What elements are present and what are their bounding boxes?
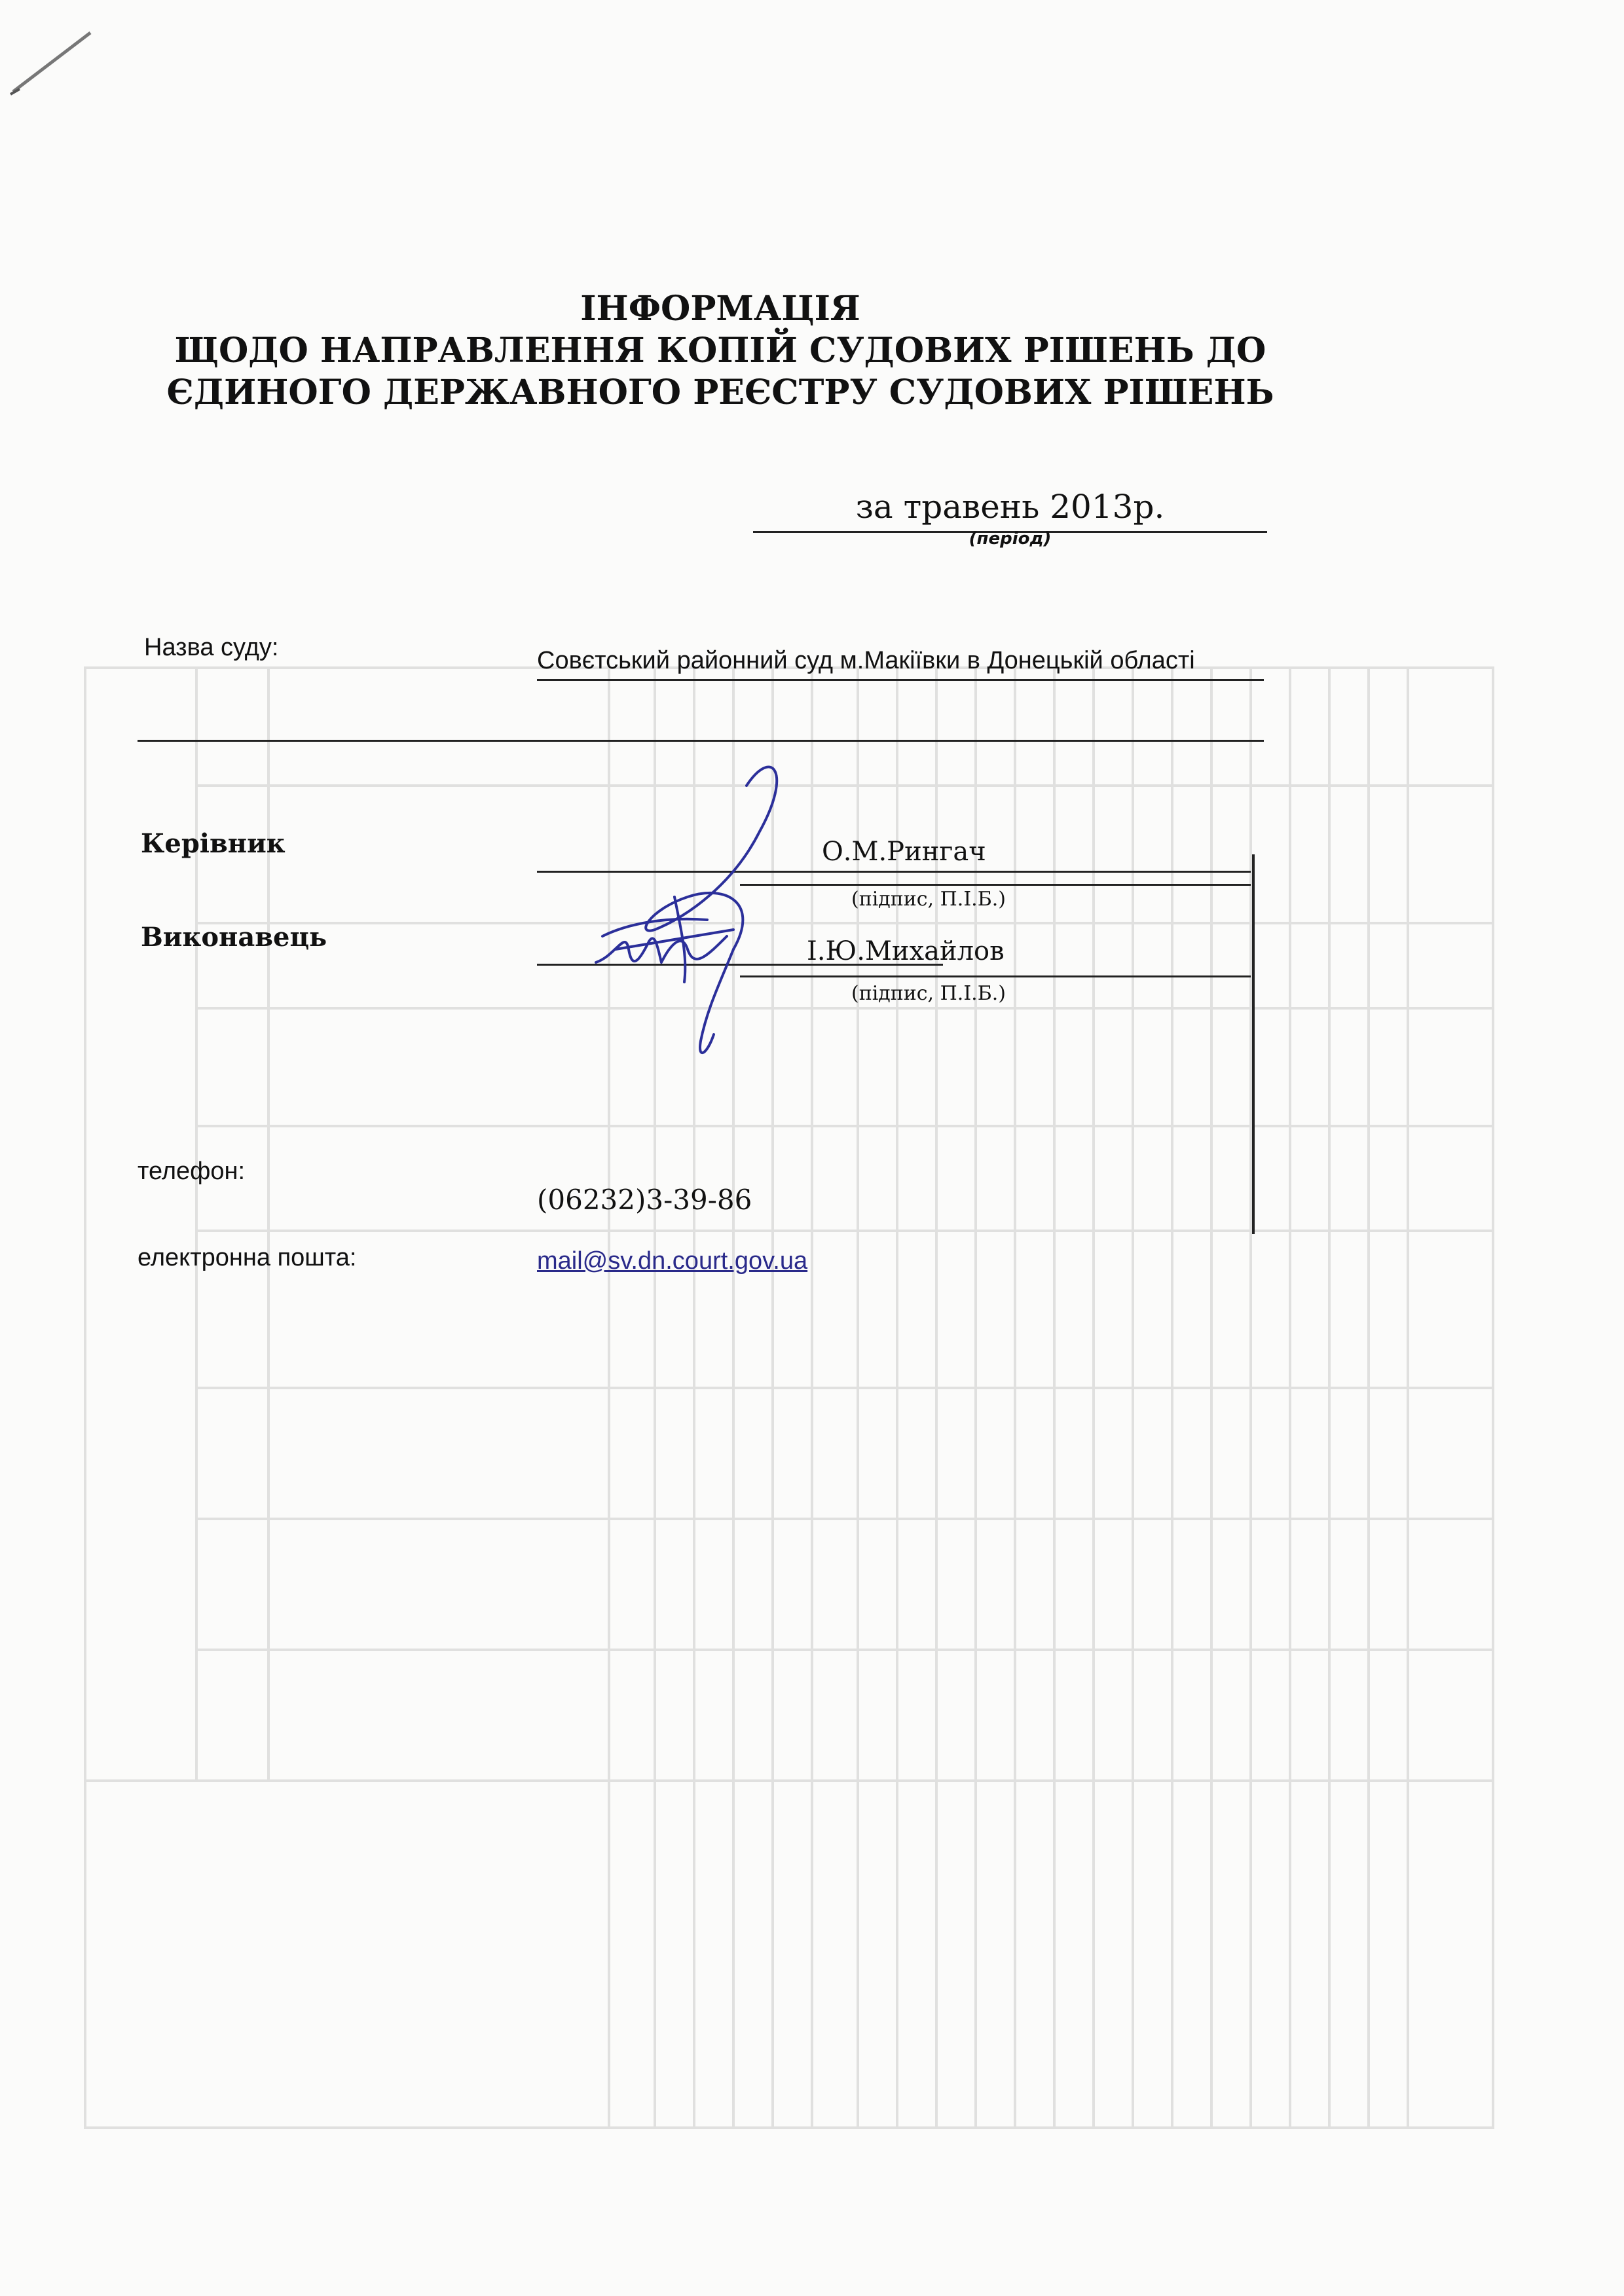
phone-value: (06232)3-39-86 xyxy=(537,1184,752,1216)
phone-label: телефон: xyxy=(138,1157,246,1185)
email-value[interactable]: mail@sv.dn.court.gov.ua xyxy=(537,1247,808,1275)
title-line-1: ІНФОРМАЦІЯ xyxy=(580,289,860,329)
executor-title: Виконавець xyxy=(141,922,327,953)
document-title xyxy=(164,288,1277,414)
court-name: Совєтський районний суд м.Макіївки в Донецькій області xyxy=(537,647,1264,681)
head-title: Керівник xyxy=(141,828,286,859)
title-line-2: ЩОДО НАПРАВЛЕННЯ КОПІЙ СУДОВИХ РІШЕНЬ ДО xyxy=(174,331,1266,371)
executor-caption: (підпис, П.І.Б.) xyxy=(851,982,1006,1005)
executor-name: І.Ю.Михайлов xyxy=(807,936,1005,966)
court-label: Назва суду: xyxy=(144,634,279,661)
email-label: електронна пошта: xyxy=(138,1244,357,1271)
period-value: за травень 2013р. xyxy=(753,488,1267,533)
handwritten-signature xyxy=(576,733,904,1087)
head-caption: (підпис, П.І.Б.) xyxy=(851,888,1006,911)
head-name: О.М.Рингач xyxy=(822,837,986,867)
signature-frame-line xyxy=(1252,854,1255,1234)
period-caption: (період) xyxy=(969,529,1052,549)
title-line-3: ЄДИНОГО ДЕРЖАВНОГО РЕЄСТРУ СУДОВИХ РІШЕНЬ xyxy=(166,373,1274,412)
